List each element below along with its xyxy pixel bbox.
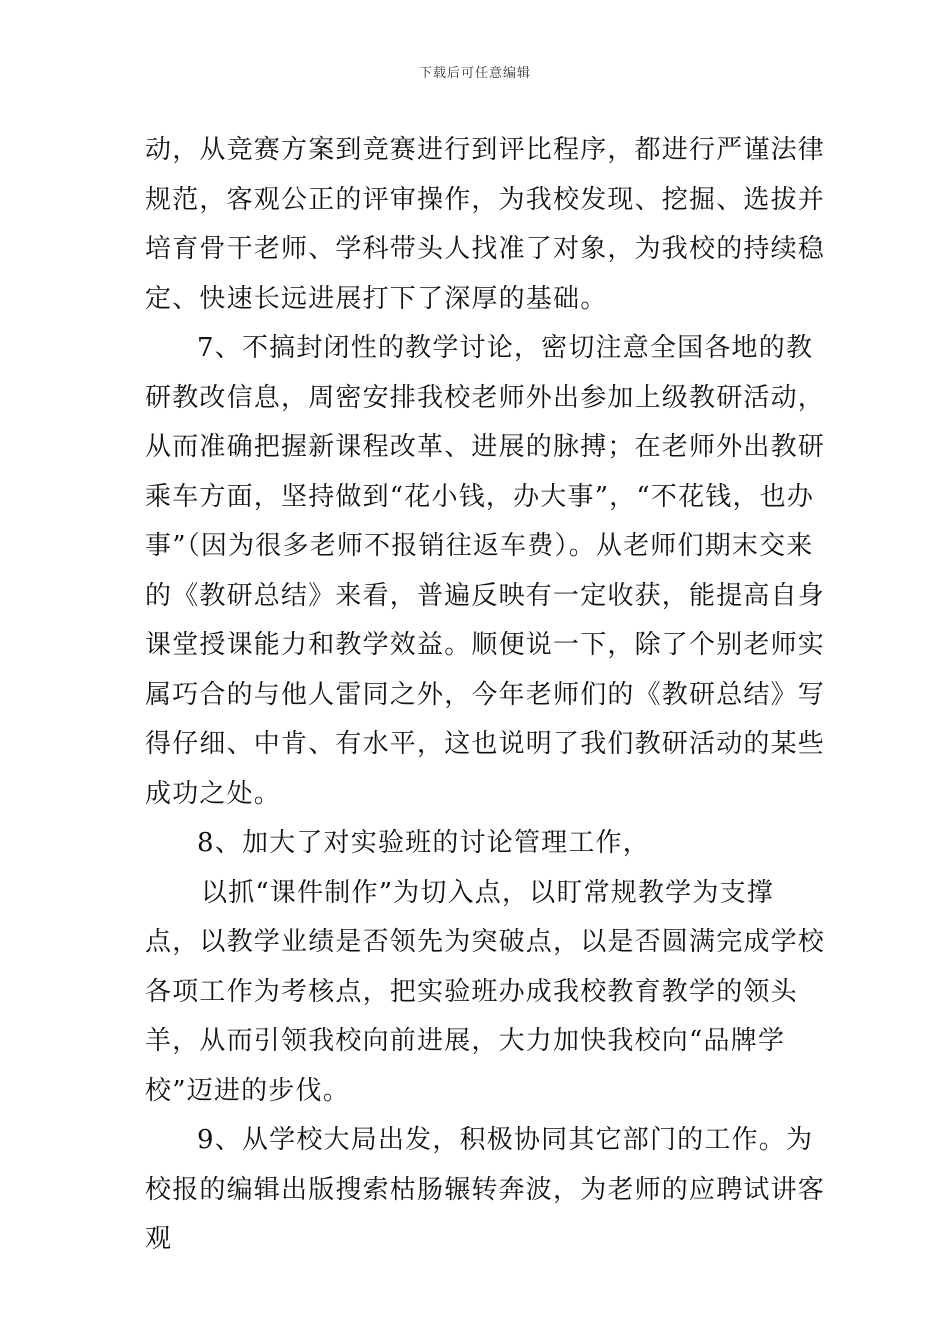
paragraph-4: 以抓“课件制作”为切入点，以盯常规教学为支撑点，以教学业绩是否领先为突破点，以是否圆满完成学校各项工作为考核点，把实验班办成我校教育教学的领头羊，从而引领我校向前进展，大力加快我校向“品牌学校”迈进的步伐。 <box>145 877 826 1106</box>
paragraph-5: 9、从学校大局出发，积极协同其它部门的工作。为校报的编辑出版搜索枯肠辗转奔波，为老师的应聘试讲客观 <box>145 1125 826 1254</box>
body-text <box>145 126 825 1265</box>
paragraph-3: 8、加大了对实验班的讨论管理工作， <box>197 828 650 858</box>
paragraph-2: 7、不搞封闭性的教学讨论，密切注意全国各地的教研教改信息，周密安排我校老师外出参加上级教研活动，从而准确把握新课程改革、进展的脉搏；在老师外出教研乘车方面，坚持做到“花小钱，办大事”，“不花钱，也办事”（因为很多老师不报销往返车费）。从老师们期末交来的《教研总结》来看，普遍反映有一定收获，能提高自身课堂授课能力和教学效益。顺便说一下，除了个别老师实属巧合的与他人雷同之外，今年老师们的《教研总结》写得仔细、中肯、有水平，这也说明了我们教研活动的某些成功之处。 <box>145 333 826 809</box>
paragraph-1: 动，从竞赛方案到竞赛进行到评比程序，都进行严谨法律规范，客观公正的评审操作，为我校发现、挖掘、选拔并培育骨干老师、学科带头人找准了对象，为我校的持续稳定、快速长远进展打下了深厚的基础。 <box>145 135 826 314</box>
page-header: 下载后可任意编辑 <box>418 66 531 81</box>
